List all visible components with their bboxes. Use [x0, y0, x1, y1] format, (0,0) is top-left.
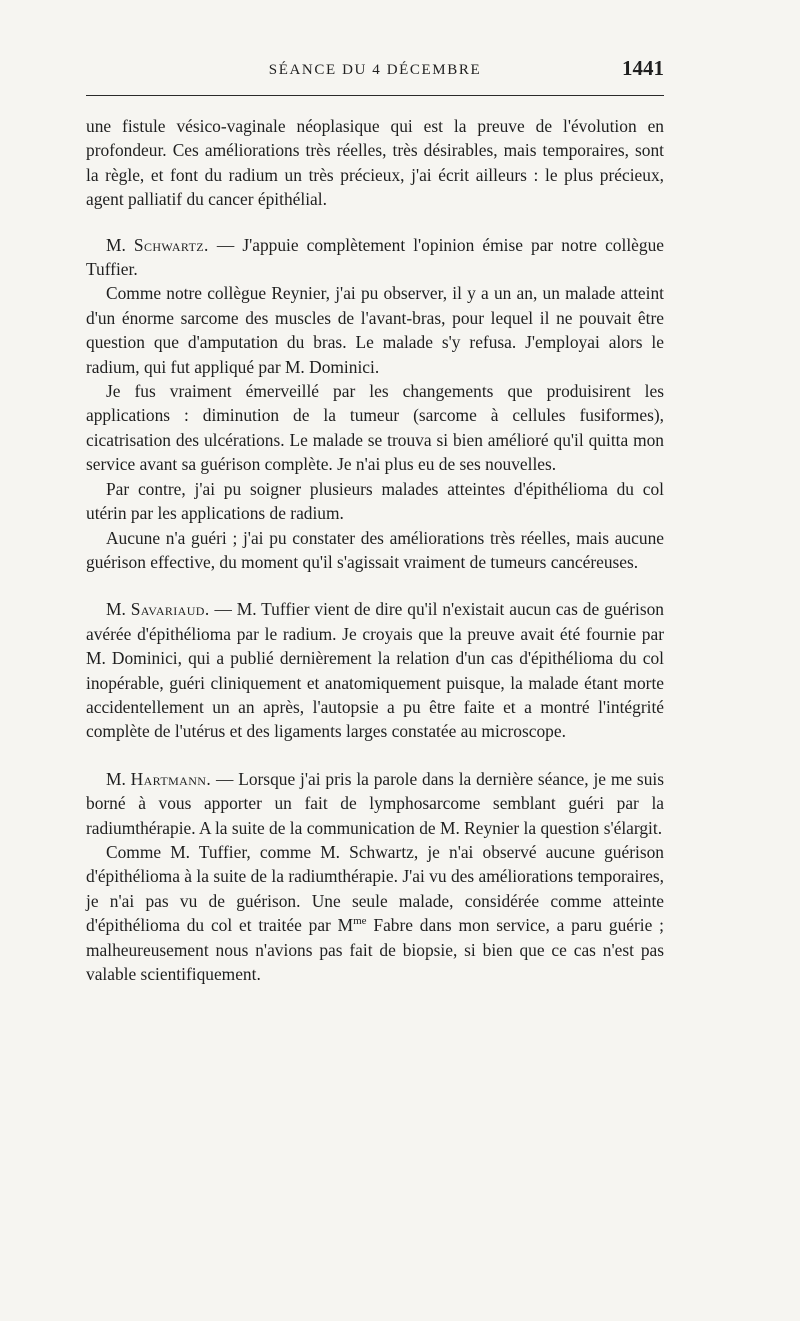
- header-rule: [86, 95, 664, 96]
- speaker-prefix: M.: [106, 599, 126, 620]
- paragraph-continuation: [86, 114, 664, 212]
- page-header: [86, 56, 664, 86]
- paragraph-text: Comme notre collègue Reynier, j'ai pu observer, il y a un an, un malade atteint d'un énorme sarcome des muscles de l'avant-bras, pour lequel il ne pouvait être question que d'amputation du bras. Le malade s'y refusa. J'employai alors le radium, qui fut appliqué par M. Dominici.: [86, 283, 664, 377]
- speaker-name: Schwartz.: [133, 234, 209, 255]
- paragraph-text: Comme M. Tuffier, comme M. Schwartz, je n'ai observé aucune guérison d'épithélioma à la suite de la radiumthérapie. J'ai vu des améliorations temporaires, je n'ai pas vu de guérison. Une seule malade, considérée comme atteinte d'épithélioma du col et traitée par M: [86, 841, 664, 936]
- running-title: SÉANCE DU 4 DÉCEMBRE: [268, 62, 482, 78]
- paragraph: [86, 379, 664, 477]
- speaker-prefix: M.: [106, 768, 126, 789]
- paragraph-text: — J'appuie complètement l'opinion émise par notre collègue Tuffier.: [86, 234, 664, 280]
- paragraph-text: une fistule vésico-vaginale néoplasique qui est la preuve de l'évolution en profondeur. Ces améliorations très réelles, très désirables, mais temporaires, sont la règle, et font du radium un très précieux, j'ai écrit ailleurs : le plus précieux, agent palliatif du cancer épithélial.: [86, 116, 664, 210]
- page-number: 1441: [622, 56, 664, 80]
- paragraph-text: Fabre dans mon service, a paru guérie ; malheureusement nous n'avions pas fait de biopsie, si bien que ce cas n'est pas valable scientifiquement.: [86, 915, 664, 984]
- speech-savariaud: [86, 597, 664, 743]
- paragraph: [86, 281, 664, 379]
- superscript: me: [353, 915, 367, 928]
- speech-hartmann: [86, 767, 664, 840]
- paragraph-text: Aucune n'a guéri ; j'ai pu constater des améliorations très réelles, mais aucune guérison effective, du moment qu'il s'agissait vraiment de tumeurs cancéreuses.: [86, 527, 664, 572]
- paragraph: [86, 840, 664, 986]
- paragraph: [86, 477, 664, 526]
- speech-schwartz: [86, 233, 664, 282]
- paragraph: [86, 526, 664, 575]
- page-body: [86, 114, 664, 986]
- paragraph-text: — Lorsque j'ai pris la parole dans la dernière séance, je me suis borné à vous apporter un fait de lymphosarcome semblant guéri par la radiumthérapie. A la suite de la communication de M. Reynier la question s'élargit.: [86, 768, 664, 838]
- paragraph-text: — M. Tuffier vient de dire qu'il n'existait aucun cas de guérison avérée d'épithélioma par le radium. Je croyais que la preuve avait été fournie par M. Dominici, qui a publié dernièrement la relation d'un cas d'épithélioma du col inopérable, guéri cliniquement et anatomiquement puisque, la malade étant morte accidentellement un an après, l'autopsie a pu être faite et a montré l'intégrité complète de l'utérus et des ligaments larges constatée au microscope.: [86, 599, 664, 742]
- paragraph-text: Par contre, j'ai pu soigner plusieurs malades atteintes d'épithélioma du col utérin par les applications de radium.: [86, 478, 664, 524]
- speaker-name: Hartmann.: [130, 768, 212, 789]
- paragraph-text: Je fus vraiment émerveillé par les changements que produisirent les applications : diminution de la tumeur (sarcome à cellules fusiformes), cicatrisation des ulcérations. Le malade se trouva si bien amélioré qu'il quitta mon service avant sa guérison complète. Je n'ai plus eu de ses nouvelles.: [86, 381, 664, 475]
- speaker-name: Savariaud.: [130, 599, 210, 620]
- speaker-prefix: M.: [106, 234, 126, 255]
